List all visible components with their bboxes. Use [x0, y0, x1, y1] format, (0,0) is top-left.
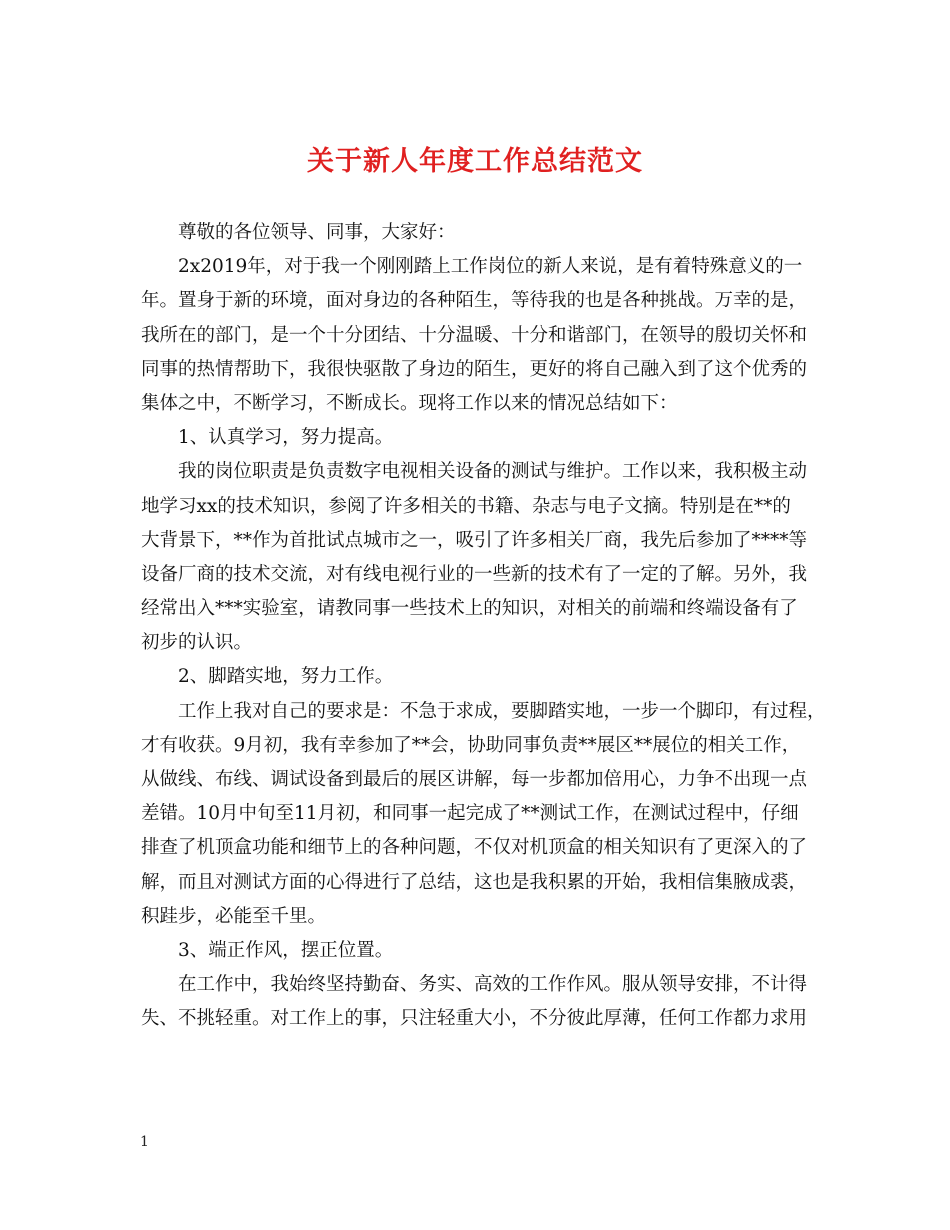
body-line: 地学习xx的技术知识，参阅了许多相关的书籍、杂志与电子文摘。特别是在**的: [141, 495, 791, 517]
document-title: 关于新人年度工作总结范文: [307, 146, 643, 177]
body-line: 尊敬的各位领导、同事，大家好：: [178, 222, 456, 243]
body-line: 工作上我对自己的要求是：不急于求成，要脚踏实地，一步一个脚印，有过程，: [178, 700, 826, 722]
body-line: 设备厂商的技术交流，对有线电视行业的一些新的技术有了一定的了解。另外，我: [141, 563, 808, 585]
body-line: 3、端正作风，摆正位置。: [178, 939, 394, 961]
body-line: 才有收获。9月初，我有幸参加了**会，协助同事负责**展区**展位的相关工作，: [141, 734, 801, 756]
body-line: 积跬步，必能至千里。: [141, 905, 327, 927]
body-line: 排查了机顶盒功能和细节上的各种问题，不仅对机顶盒的相关知识有了更深入的了: [141, 837, 808, 859]
body-line: 经常出入***实验室，请教同事一些技术上的知识，对相关的前端和终端设备有了: [141, 598, 798, 620]
body-line: 集体之中，不断学习，不断成长。现将工作以来的情况总结如下：: [141, 392, 678, 414]
body-line: 初步的认识。: [141, 632, 253, 654]
body-line: 同事的热情帮助下，我很快驱散了身边的陌生，更好的将自己融入到了这个优秀的: [141, 358, 808, 380]
body-line: 1、认真学习，努力提高。: [178, 427, 394, 449]
body-line: 差错。10月中旬至11月初，和同事一起完成了**测试工作，在测试过程中，仔细: [141, 803, 799, 825]
body-line: 在工作中，我始终坚持勤奋、务实、高效的工作作风。服从领导安排，不计得: [178, 974, 808, 996]
body-line: 2、脚踏实地，努力工作。: [178, 666, 394, 688]
body-line: 失、不挑轻重。对工作上的事，只注轻重大小，不分彼此厚薄，任何工作都力求用: [141, 1008, 808, 1030]
body-line: 年。置身于新的环境，面对身边的各种陌生，等待我的也是各种挑战。万幸的是，: [141, 290, 808, 312]
body-line: 从做线、布线、调试设备到最后的展区讲解，每一步都加倍用心，力争不出现一点: [141, 769, 808, 790]
body-line: 解，而且对测试方面的心得进行了总结，这也是我积累的开始，我相信集腋成裘，: [141, 871, 808, 893]
body-line: 我的岗位职责是负责数字电视相关设备的测试与维护。工作以来，我积极主动: [178, 461, 808, 483]
body-line: 我所在的部门，是一个十分团结、十分温暖、十分和谐部门，在领导的殷切关怀和: [141, 324, 808, 346]
page-number: 1: [140, 1134, 149, 1150]
body-line: 2x2019年，对于我一个刚刚踏上工作岗位的新人来说，是有着特殊意义的一: [178, 256, 803, 278]
document-body: [141, 216, 825, 1037]
body-line: 大背景下，**作为首批试点城市之一，吸引了许多相关厂商，我先后参加了****等: [141, 529, 808, 551]
